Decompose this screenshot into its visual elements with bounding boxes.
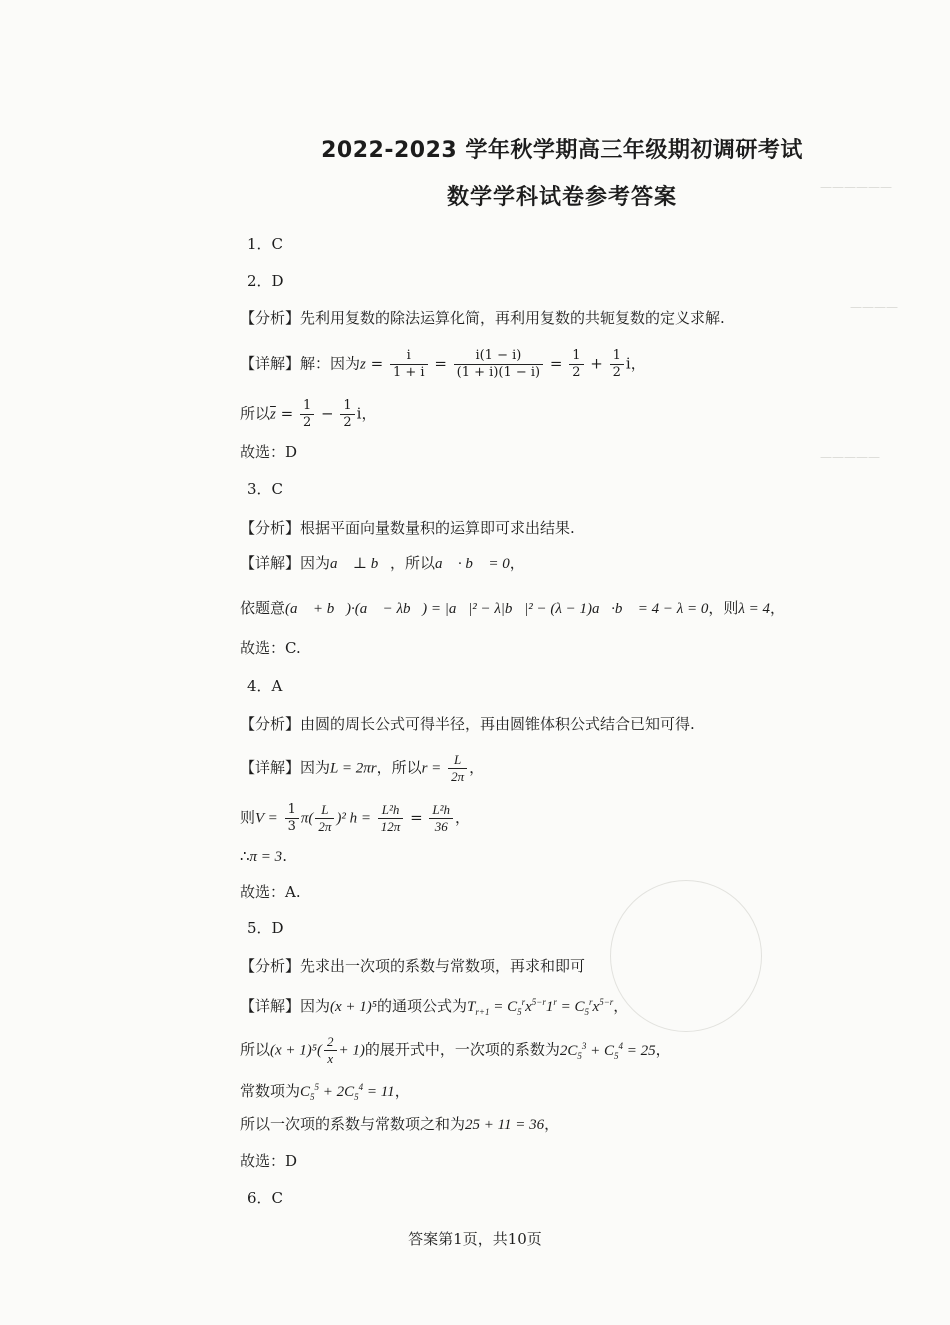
formula: 25 + 11 = 36 — [465, 1117, 545, 1133]
bleed-through-text: ———— — [850, 300, 898, 314]
formula: $\frac{i}{1 + i}$ — [390, 348, 428, 381]
choice-2: 故选：D — [240, 443, 298, 461]
formula: $\frac{1}{2}$ — [300, 398, 314, 431]
formula: $\frac{L}{2\pi}$ — [315, 802, 334, 835]
formula: a⃗ ⊥ b⃗ — [330, 556, 390, 572]
detail-label: 【详解】解：因为 — [240, 354, 361, 373]
formula: $\frac{2}{x}$ — [324, 1034, 337, 1067]
detail-label: 【详解】因为 — [240, 758, 331, 777]
detail-4: 【详解】因为L = 2πr，所以r = $\frac{L}{2\pi}$ ， — [240, 752, 485, 784]
answer-3: 3．C — [247, 480, 284, 498]
formula: (x + 1)⁵( — [270, 1042, 322, 1059]
choice-3: 故选：C. — [240, 639, 301, 657]
text-label: ，则 — [708, 599, 739, 617]
text-label: 依题意 — [240, 599, 286, 617]
sum-5: 所以一次项的系数与常数项之和为25 + 11 = 36， — [240, 1115, 560, 1133]
page-footer: 答案第1页，共10页 — [408, 1230, 542, 1248]
formula: $\frac{\text{L²h}}{12\pi}$ — [378, 802, 404, 835]
answer-6: 6．C — [247, 1189, 284, 1207]
bleed-through-text: —————— — [820, 180, 892, 194]
formula: $\frac{\text{L²h}}{36}$ — [429, 802, 453, 835]
detail-5: 【详解】因为(x + 1)⁵的通项公式为$T_{r+1} = C_5^rx^{5-r}1^r = C_5^rx^{5-r}$， — [240, 997, 629, 1017]
condition-3: 依题意(a⃗ + b⃗)·(a⃗ − λb⃗) = |a⃗|² − λ|b⃗|² − (λ − 1)a⃗·b⃗ = 4 − λ = 0，则λ = 4， — [240, 599, 786, 617]
answer-2: 2．D — [247, 272, 284, 290]
formula: V = — [255, 810, 278, 827]
text-label: 则 — [240, 808, 256, 827]
formula: $2C_5^3 + C_5^4 = 25$ — [559, 1040, 656, 1061]
text-label: 常数项为 — [240, 1082, 301, 1100]
therefore-symbol: ∴ — [240, 847, 250, 865]
detail-2: 【详解】解：因为z = $\frac{i}{1 + i}$ = $\frac{i(1 - i)}{(1 + i)(1 - i)}$ = $\frac{1}{2}$ + $\frac{1}{2}$ i， — [240, 348, 646, 380]
detail-label: 【详解】因为 — [240, 997, 331, 1015]
formula: r = — [421, 760, 442, 777]
formula: (a⃗ + b⃗)·(a⃗ − λb⃗) = |a⃗|² − λ|b⃗|² − (λ − 1)a⃗·b⃗ = 4 − λ = 0 — [285, 601, 709, 617]
bleed-through-figure — [610, 880, 762, 1032]
conclusion-4: ∴π = 3. — [240, 847, 287, 865]
formula: + 1) — [338, 1042, 365, 1059]
detail-label: 【详解】因为 — [240, 554, 331, 572]
formula: a⃗ · b⃗ = 0 — [434, 556, 510, 572]
formula: )² h = — [336, 810, 371, 827]
formula: $\frac{L}{2\pi}$ — [448, 752, 467, 785]
analysis-4: 【分析】由圆的周长公式可得半径，再由圆锥体积公式结合已知可得. — [240, 715, 695, 733]
answer-4: 4．A — [247, 677, 283, 695]
analysis-3: 【分析】根据平面向量数量积的运算即可求出结果. — [240, 519, 575, 537]
text-label: 所以 — [240, 1040, 271, 1059]
text-label: 的展开式中，一次项的系数为 — [364, 1040, 560, 1059]
text-label: ，所以 — [376, 758, 422, 777]
formula: z — [360, 356, 366, 373]
detail-3: 【详解】因为a⃗ ⊥ b⃗，所以a⃗ · b⃗ = 0， — [240, 554, 525, 572]
text-label: 的通项公式为 — [377, 997, 468, 1015]
constant-5: 常数项为$C_5^5 + 2C_5^4 = 11$， — [240, 1082, 410, 1102]
text-label: 所以一次项的系数与常数项之和为 — [240, 1115, 466, 1133]
formula: $\frac{i(1 - i)}{(1 + i)(1 - i)}$ — [454, 348, 543, 381]
formula: $T_{r+1} = C_5^rx^{5-r}1^r = C_5^rx^{5-r}$ — [467, 997, 614, 1017]
formula: $\overline{z}$ — [270, 406, 276, 423]
analysis-2: 【分析】先利用复数的除法运算化简，再利用复数的共轭复数的定义求解. — [240, 309, 725, 327]
formula: $C_5^5 + 2C_5^4 = 11$ — [300, 1082, 395, 1102]
formula: (x + 1)⁵ — [330, 999, 378, 1015]
formula: $\frac{1}{3}$ — [285, 802, 299, 835]
formula: π( — [300, 810, 314, 827]
answer-1: 1．C — [247, 235, 284, 253]
choice-4: 故选：A. — [240, 883, 301, 901]
conjugate-2: 所以$\overline{z}$ = $\frac{1}{2}$ − $\frac{1}{2}$ i， — [240, 398, 377, 430]
choice-5: 故选：D — [240, 1152, 298, 1170]
formula: λ = 4 — [738, 601, 771, 617]
formula: π = 3 — [249, 849, 283, 865]
formula: $\frac{1}{2}$ — [569, 348, 583, 381]
expansion-5: 所以(x + 1)⁵( $\frac{2}{x}$ + 1)的展开式中，一次项的系数为$2C_5^3 + C_5^4 = 25$， — [240, 1034, 671, 1066]
formula: $\frac{1}{2}$ — [340, 398, 354, 431]
analysis-5: 【分析】先求出一次项的系数与常数项，再求和即可 — [240, 957, 586, 975]
formula: $\frac{1}{2}$ — [610, 348, 624, 381]
answer-5: 5．D — [247, 919, 284, 937]
text-label: 所以 — [240, 404, 271, 423]
page-title: 2022-2023 学年秋学期高三年级期初调研考试 — [321, 138, 803, 163]
formula: L = 2πr — [330, 760, 377, 777]
volume-4: 则V = $\frac{1}{3}$ π( $\frac{L}{2\pi}$ )² h = $\frac{\text{L²h}}{12\pi}$ = $\frac{\text{L²h}}{36}$ ， — [240, 802, 471, 834]
page-subtitle: 数学学科试卷参考答案 — [446, 185, 677, 210]
bleed-through-text: ————— — [820, 450, 880, 464]
text-label: ，所以 — [389, 554, 435, 572]
